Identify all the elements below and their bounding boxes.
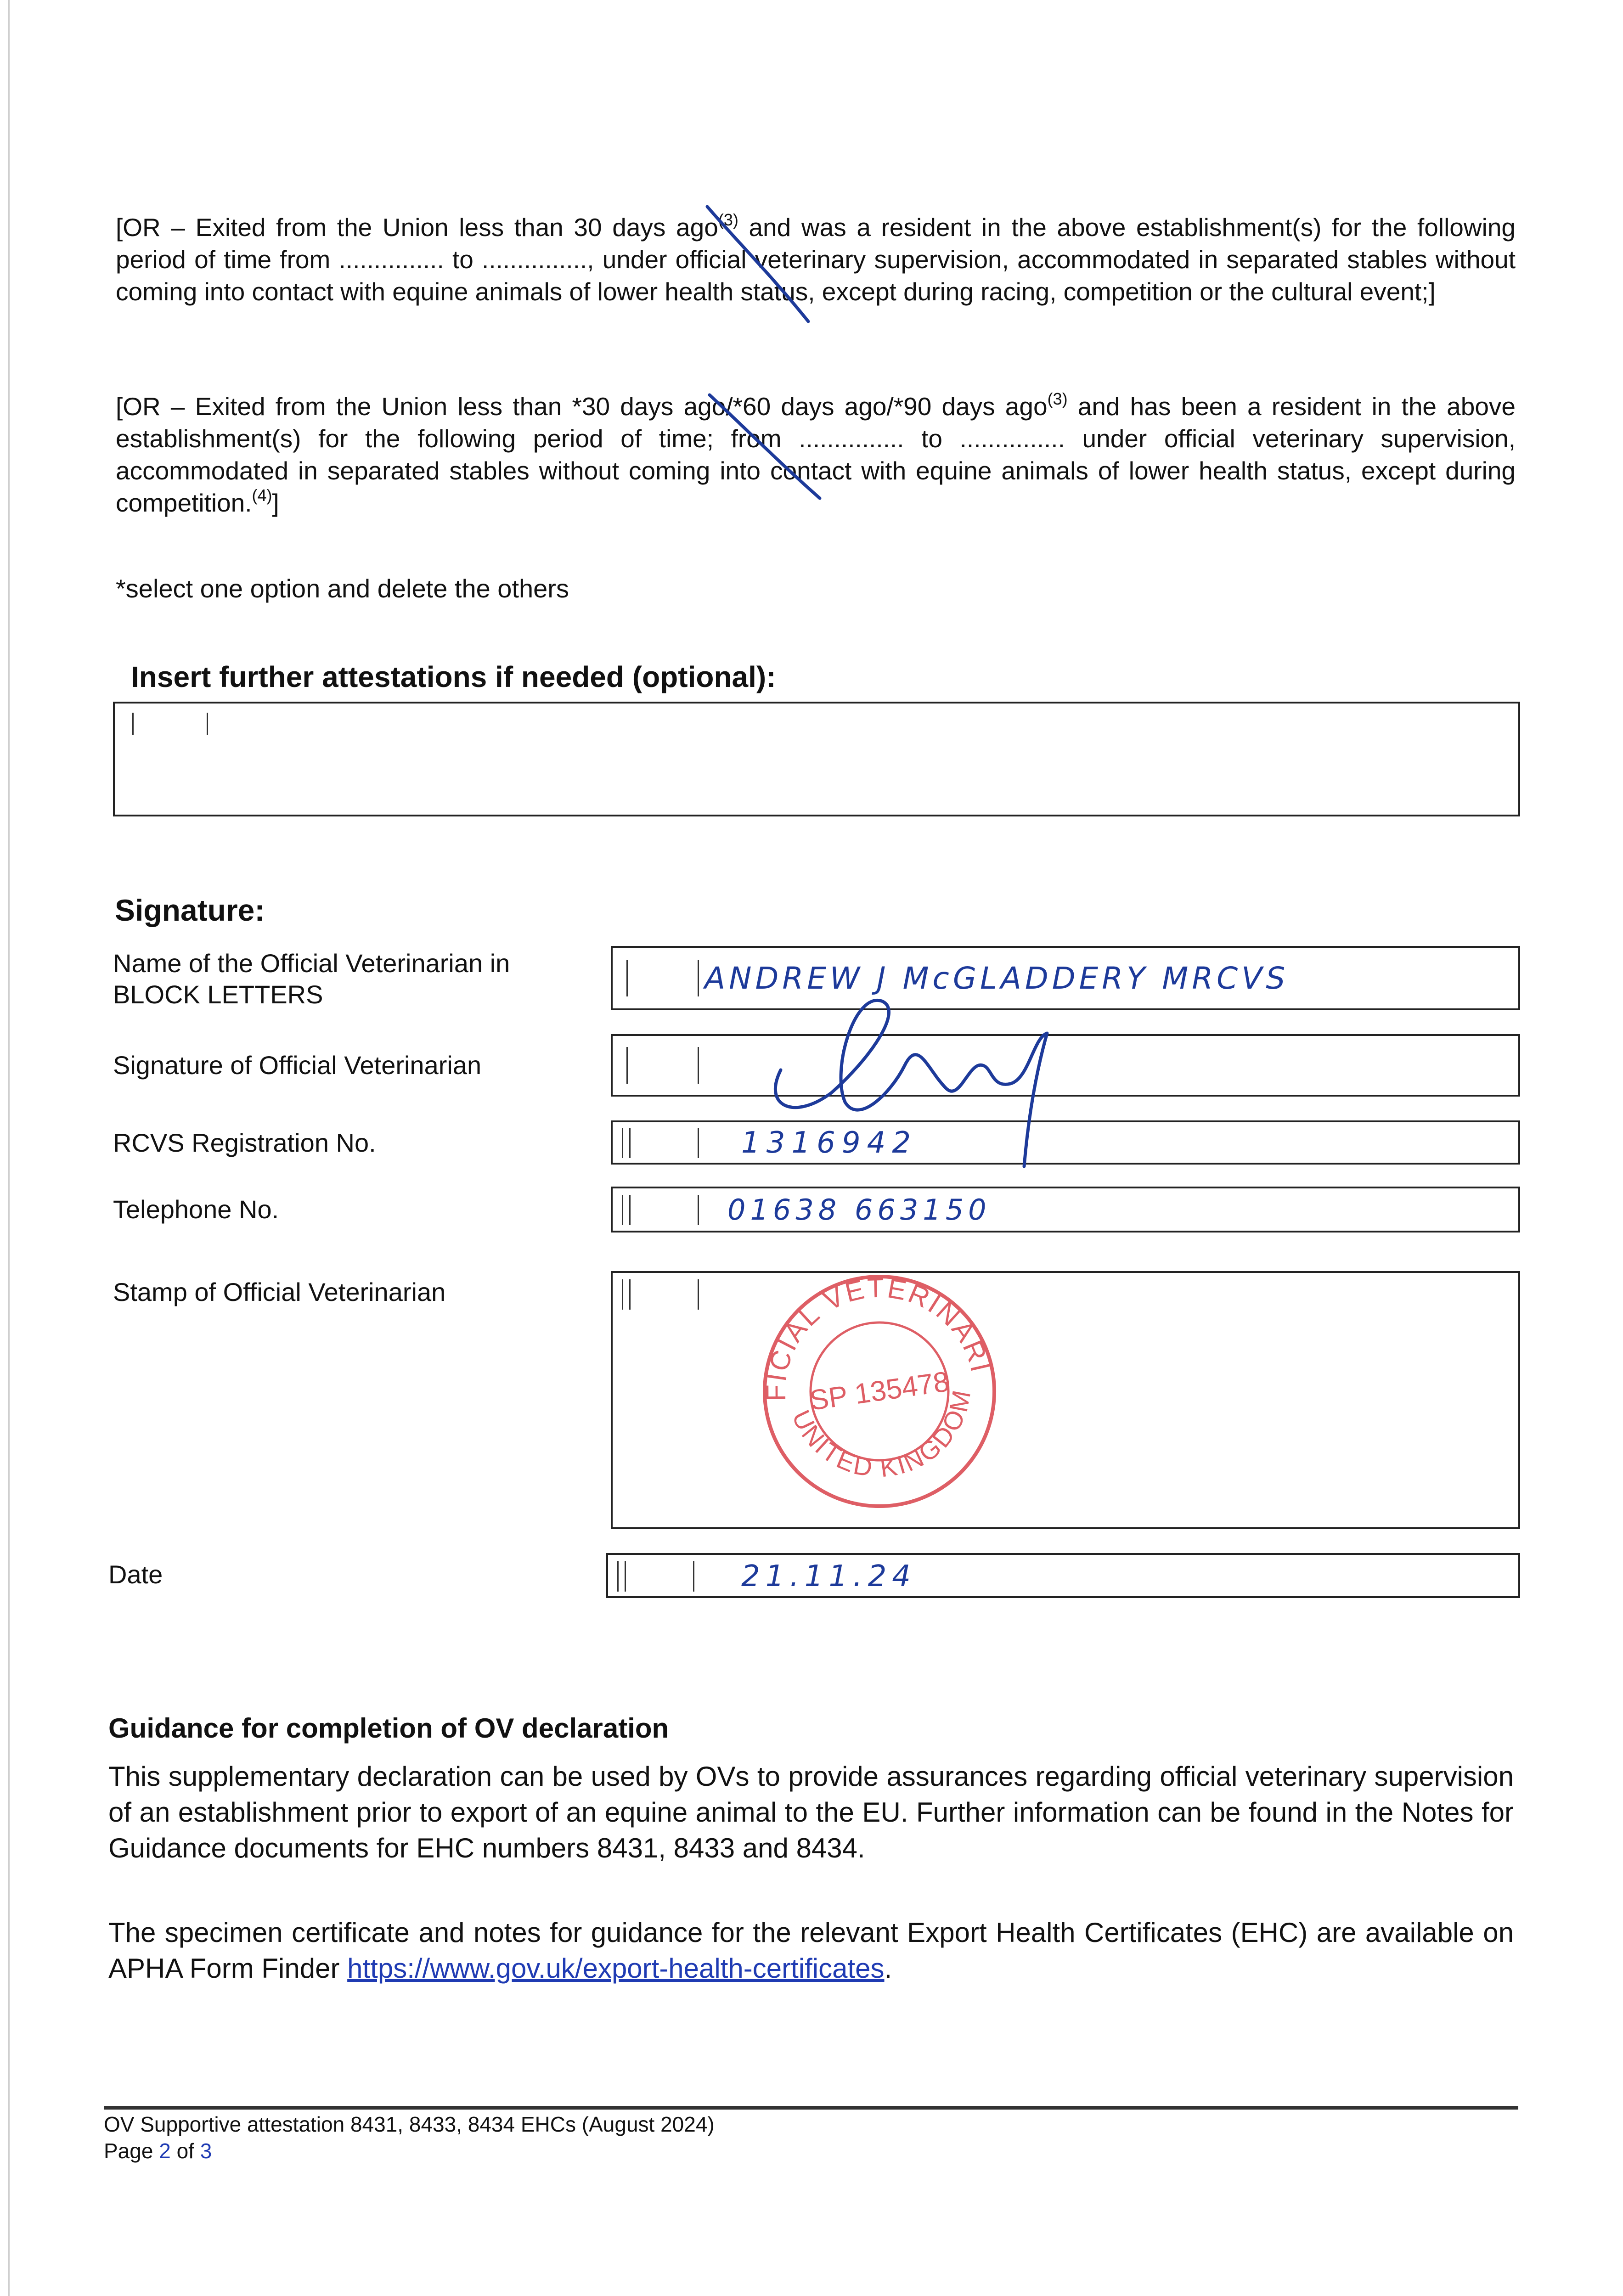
stamp-label: Stamp of Official Veterinarian <box>113 1277 446 1306</box>
option-paragraph-30-days: [OR – Exited from the Union less than 30 days ago$^{(3)}$ and was a resident in the above establishment(s) for the following period of time from ............... to ..............., under official veterinary supervision, accommodated in separated stables without coming into contact with equine animals of lower health status, except during racing, competition or the cultural event;] <box>116 210 1516 306</box>
date-field[interactable] <box>606 1553 1520 1598</box>
further-attestations-heading: Insert further attestations if needed (optional): <box>131 660 776 693</box>
footer-form-title: OV Supportive attestation 8431, 8433, 8434 EHCs (August 2024) <box>104 2112 715 2136</box>
telephone-field[interactable] <box>611 1187 1520 1232</box>
ov-name-handwriting: ANDREW J McGLADDERY MRCVS <box>704 961 1289 996</box>
option-paragraph-30-60-90-days: [OR – Exited from the Union less than *30 days ago/*60 days ago/*90 days ago$^{(3)}$ and has been a resident in the above establishment(s) for the following period of time; from ............... to ............... under official veterinary supervision, accommodated in separated stables without coming into contact with equine animals of lower health status, except during competition.$^{(4)}$] <box>116 389 1516 517</box>
ov-name-label: Name of the Official Veterinarian in BLOCK LETTERS <box>113 949 510 1009</box>
guidance-paragraph-2: The specimen certificate and notes for guidance for the relevant Export Health Certificates (EHC) are available on APHA Form Finder https://www.gov.uk/export-health-certificates. <box>108 1917 1514 1984</box>
strike-through-marks <box>0 0 1623 551</box>
strike-line-paragraph-1 <box>707 207 808 321</box>
stamp-ring-top-text: OFFICIAL VETERINARIAN <box>760 1272 997 1401</box>
telephone-label: Telephone No. <box>113 1195 279 1224</box>
guidance-heading: Guidance for completion of OV declaration <box>108 1713 669 1744</box>
ov-signature-label: Signature of Official Veterinarian <box>113 1051 482 1080</box>
date-label: Date <box>108 1560 163 1589</box>
select-option-note: *select one option and delete the others <box>116 574 569 603</box>
export-health-certificates-link[interactable]: https://www.gov.uk/export-health-certificates <box>347 1953 885 1984</box>
strike-line-paragraph-2 <box>710 395 820 498</box>
telephone-handwriting: 01638 663150 <box>727 1193 991 1227</box>
guidance-paragraph-1: This supplementary declaration can be used by OVs to provide assurances regarding official veterinary supervision of an establishment prior to export of an equine animal to the EU. Further information can be found in the Notes for Guidance documents for EHC numbers 8431, 8433 and 8434. <box>108 1761 1514 1863</box>
rcvs-label: RCVS Registration No. <box>113 1128 376 1157</box>
stamp-ring-bottom-text: UNITED KINGDOM <box>786 1386 976 1483</box>
ov-signature-scribble <box>753 974 1121 1185</box>
rcvs-handwriting: 1316942 <box>741 1126 918 1160</box>
date-handwriting: 21.11.24 <box>741 1559 916 1593</box>
footer-page-number: Page 2 of 3 <box>104 2139 212 2163</box>
official-veterinarian-stamp <box>739 1254 1024 1511</box>
footer-rule <box>104 2106 1518 2110</box>
further-attestations-field[interactable] <box>113 702 1520 816</box>
stamp-center-number: SP 135478 <box>807 1366 952 1417</box>
signature-heading: Signature: <box>115 893 265 927</box>
